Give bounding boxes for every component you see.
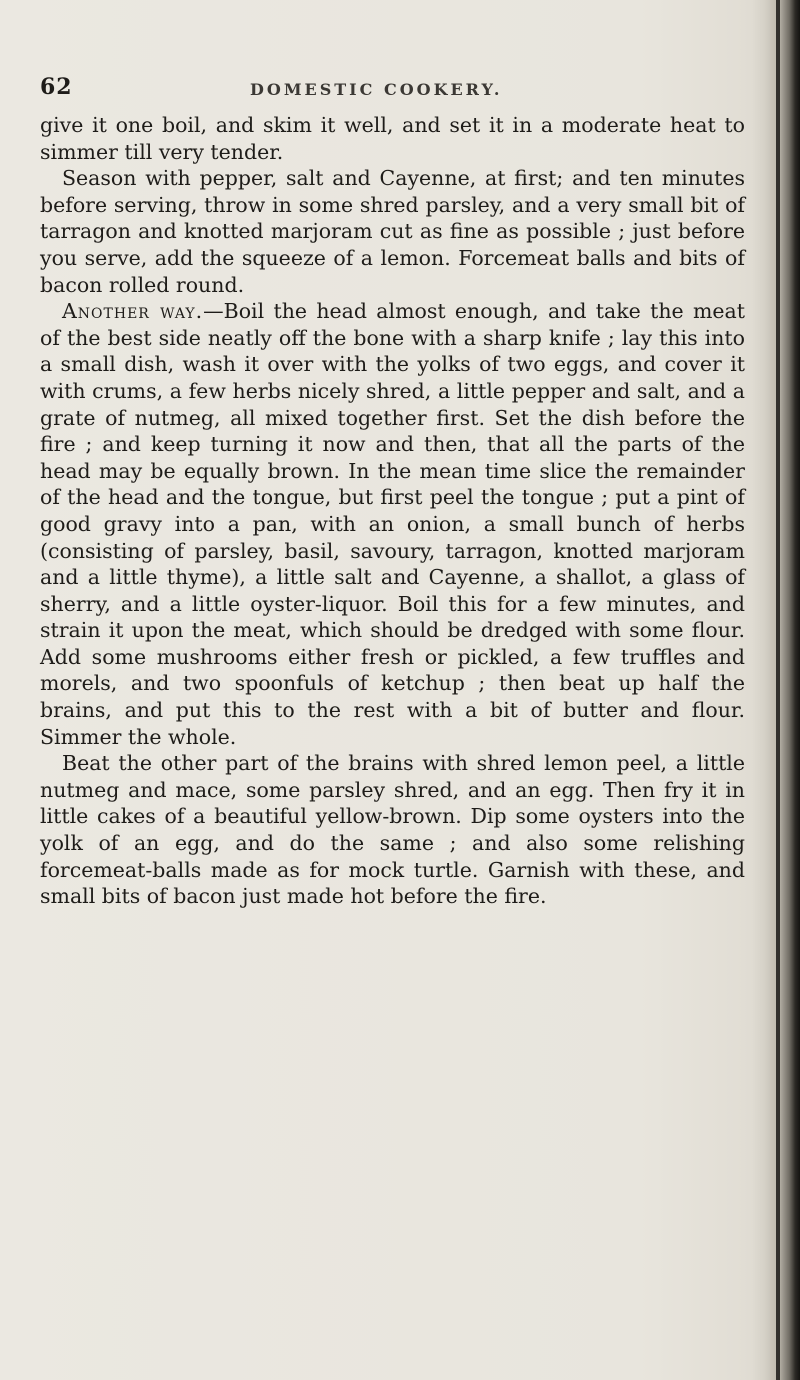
book-binding-edge [776, 0, 780, 1380]
running-head: DOMESTIC COOKERY. [250, 80, 503, 99]
page-number: 62 [40, 74, 73, 100]
section-heading-another-way: Another way. [62, 299, 204, 324]
page-header [40, 68, 740, 108]
paragraph-brains: Beat the other part of the brains with shred lemon peel, a little nutmeg and mace, some parsley shred, and an egg. Then fry it in little cakes of a beautiful yellow-brown. Dip some oysters into the yolk of an egg, and do the same ; and also some relishing forcemeat-balls made as for mock turtle. Garnish with these, and small bits of bacon just made hot before the fire. [40, 751, 745, 909]
paragraph-continued: give it one boil, and skim it well, and set it in a moderate heat to simmer till very tender. [40, 113, 745, 164]
body-text [40, 112, 745, 910]
paragraph-season: Season with pepper, salt and Cayenne, at first; and ten minutes before serving, throw in some shred parsley, and a very small bit of tarragon and knotted marjoram cut as fine as possible ; just before you serve, add the squeeze of a lemon. Forcemeat balls and bits of bacon rolled round. [40, 166, 745, 297]
paragraph-another-way-body: —Boil the head almost enough, and take the meat of the best side neatly off the bone with a sharp knife ; lay this into a small dish, wash it over with the yolks of two eggs, and cover it with crums, a few herbs nicely shred, a little pepper and salt, and a grate of nutmeg, all mixed together first. Set the dish before the fire ; and keep turning it now and then, that all the parts of the head may be equally brown. In the mean time slice the remainder of the head and the tongue, but first peel the tongue ; put a pint of good gravy into a pan, with an onion, a small bunch of herbs (consisting of parsley, basil, savoury, tarragon, knotted marjoram and a little thyme), a little salt and Cayenne, a shallot, a glass of sherry, and a little oyster-liquor. Boil this for a few minutes, and strain it upon the meat, which should be dredged with some flour. Add some mushrooms either fresh or pickled, a few truffles and morels, and two spoonfuls of ketchup ; then beat up half the brains, and put this to the rest with a bit of butter and flour. Simmer the whole. [40, 299, 745, 749]
paragraph-another-way [40, 298, 745, 750]
